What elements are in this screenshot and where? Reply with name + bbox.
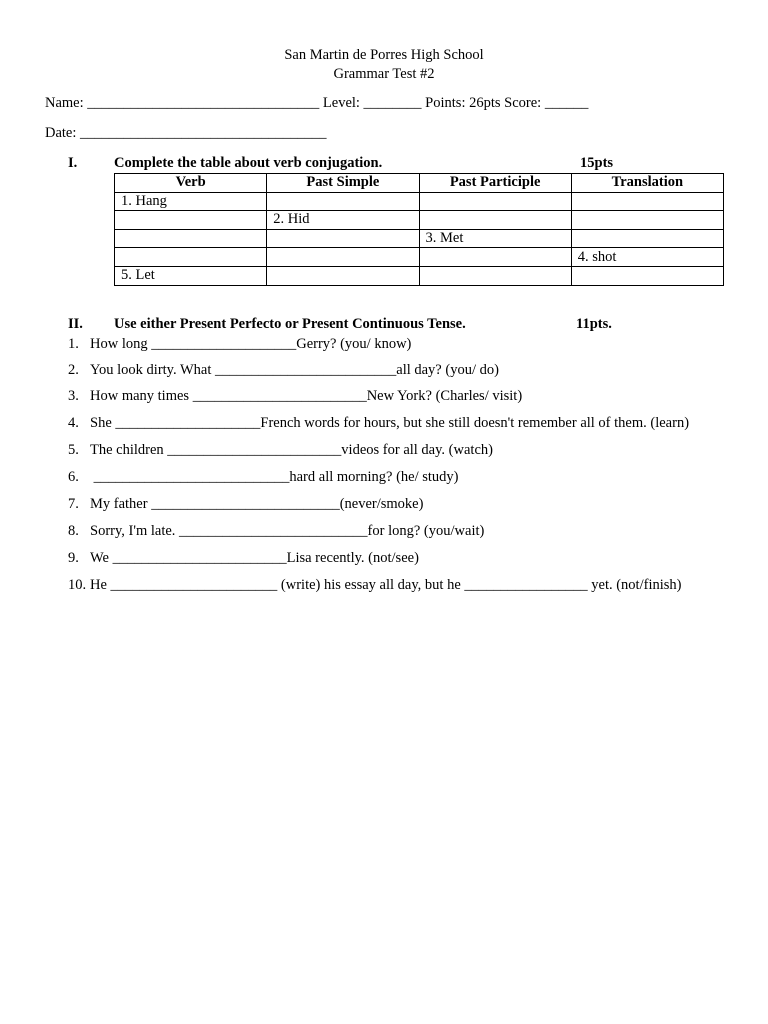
question-number: 6. (68, 469, 79, 485)
question-text: He _______________________ (write) his essay all day, but he _________________ yet. (not/finish) (90, 577, 682, 593)
table-cell (571, 192, 723, 211)
table-cell (419, 248, 571, 267)
date-line: Date: __________________________________ (45, 125, 327, 141)
question-number: 9. (68, 550, 79, 566)
question-number: 5. (68, 442, 79, 458)
table-cell (267, 229, 419, 248)
table-row (115, 248, 724, 267)
question-item (68, 442, 493, 459)
table-cell (267, 192, 419, 211)
section1-instruction: Complete the table about verb conjugation. (114, 155, 383, 171)
school-name: San Martin de Porres High School (284, 47, 484, 63)
table-header-row (115, 174, 724, 193)
table-cell (267, 266, 419, 285)
table-cell (571, 229, 723, 248)
question-text: Sorry, I'm late. __________________________for long? (you/wait) (90, 523, 485, 539)
table-row (115, 211, 724, 230)
question-item (68, 336, 411, 353)
table-cell: 2. Hid (267, 211, 419, 230)
question-item (68, 496, 423, 513)
table-cell (419, 192, 571, 211)
question-item (68, 415, 689, 432)
table-cell (571, 266, 723, 285)
question-number: 10. (68, 577, 87, 593)
question-item (68, 362, 499, 379)
question-text: She ____________________French words for hours, but she still doesn't remember all of them. (learn) (90, 415, 690, 431)
question-number: 3. (68, 388, 79, 404)
section1-numeral: I. (68, 155, 78, 171)
column-header-past-simple: Past Simple (267, 174, 419, 193)
question-item (68, 550, 419, 567)
question-number: 8. (68, 523, 79, 539)
table-cell (419, 266, 571, 285)
table-cell: 1. Hang (115, 192, 267, 211)
table-cell (115, 229, 267, 248)
question-number: 2. (68, 362, 79, 378)
question-text: We ________________________Lisa recently. (not/see) (90, 550, 419, 566)
table-row (115, 229, 724, 248)
question-text: You look dirty. What _________________________all day? (you/ do) (90, 362, 499, 378)
table-cell: 5. Let (115, 266, 267, 285)
table-cell (571, 211, 723, 230)
section1-points: 15pts (580, 155, 614, 171)
question-item (68, 388, 522, 405)
verb-conjugation-table (114, 173, 724, 286)
table-cell (115, 248, 267, 267)
table-cell: 3. Met (419, 229, 571, 248)
question-item (68, 523, 484, 540)
question-number: 1. (68, 336, 79, 352)
question-item (68, 577, 681, 594)
column-header-past-participle: Past Participle (419, 174, 571, 193)
question-text: My father __________________________(never/smoke) (90, 496, 424, 512)
table-row (115, 266, 724, 285)
table-cell (419, 211, 571, 230)
table-cell (115, 211, 267, 230)
question-text: The children ________________________videos for all day. (watch) (90, 442, 493, 458)
question-number: 7. (68, 496, 79, 512)
section2-points: 11pts. (576, 316, 612, 332)
column-header-translation: Translation (571, 174, 723, 193)
test-title: Grammar Test #2 (333, 66, 435, 82)
table-row (115, 192, 724, 211)
column-header-verb: Verb (115, 174, 267, 193)
table-cell (267, 248, 419, 267)
question-text: How long ____________________Gerry? (you/ know) (90, 336, 412, 352)
question-text: How many times ________________________New York? (Charles/ visit) (90, 388, 523, 404)
question-text: ___________________________hard all morning? (he/ study) (90, 469, 459, 485)
question-number: 4. (68, 415, 79, 431)
section2-numeral: II. (68, 316, 83, 332)
name-level-points-line: Name: ________________________________ Level: ________ Points: 26pts Score: ______ (45, 95, 589, 111)
section2-instruction: Use either Present Perfecto or Present Continuous Tense. (114, 316, 466, 332)
question-item (68, 469, 459, 486)
table-cell: 4. shot (571, 248, 723, 267)
